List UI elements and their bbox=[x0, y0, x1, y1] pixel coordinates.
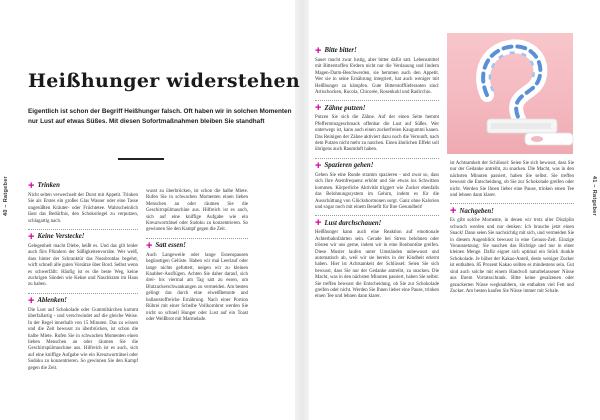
section-heading-verstecke: + Keine Verstecke! bbox=[28, 231, 85, 244]
section-heading-spazieren: + Spazieren gehen! bbox=[315, 159, 374, 172]
section-heading-zaehne: + Zähne putzen! bbox=[315, 102, 366, 115]
column-3 bbox=[315, 45, 439, 300]
section-text-verstecke: Gelegenheit macht Diebe, heißt es. Und das gilt leider auch fürs Plündern der Süßigkeitenvorräte. Wer weiß, dass hinter der Schranktür das Nussbrotdas begehrt, wirft schnell alle guten Vorsätze über Bord. Selbst wenn es schwerfällt: Häufig ist es die beste Weg, keine zuckrigen Sünden wie Kekse und Naschkram im Haus zu haben. bbox=[28, 244, 138, 288]
plus-icon: + bbox=[315, 102, 322, 115]
page-folio-left: 40 – Ratgeber bbox=[3, 176, 9, 216]
section-text-satt: Auch Langeweile oder lange Essenspausen begünstigen Gelüste. Haben wir mal Leerlauf oder lange nichts gefuttert, neigen wir zu kleinen Knabber-Ausflügen. Achten Sie daher darauf, sich drei- bis viermal am Tag satt zu essen, um Blutzuckerschwankungen zu vermeiden. Am besten gelingt das durch eine eiweißbetonte und ballaststoffreiche Ernährung. Nach einer Portion Rührei mit einer Scheibe Vollkornbrot werden Sie nicht so schnell Hunger oder Lust auf ein Toast oder Weißbrot mit Marmelade. bbox=[146, 252, 248, 322]
dotted-divider bbox=[315, 215, 439, 216]
column-4 bbox=[450, 161, 574, 295]
section-text-bitter: Sauer macht zwar lustig, aber bitter dafür satt. Lebensmittel mit Bitterstoffen fördern nicht nur die Verdauung und lindern Magen-Darm-Beschwerden, sie hemmen auch den Appetit. Wer sie in seine Ernährung integriert, hat auch weniger mit Heißhunger zu kämpfen. Gute Bitterstofflieferanten sind: Artischocken, Rucola, Chicorée, Rosenkohl und Radicchio. bbox=[315, 58, 439, 96]
column-1 bbox=[28, 180, 138, 371]
dotted-divider bbox=[450, 203, 574, 204]
section-text-spazieren: Gehen Sie eine Runde stramm spazieren - und zwar so, dass sich Ihre Atemfrequenz erhöht und Sie etwas ins Schwitzen kommen. Körperliche Aktivität triggert wie Zucker ebenfalls das Belohnungssystem im Gehirn, indem es für die Ausschüttung von Glückshormonen sorgt. Ganz ohne Kalorien und sogar noch mit einem Benefit für Ihre Gesundheit! bbox=[315, 172, 439, 210]
section-text-nachgeben: Es gibt solche Momente, in denen wir trotz aller Disziplin schwach werden und nur denken: Ich brauche jetzt einen Snack! Dann seien Sie nachsichtig mit sich, und vermeiden Sie in diesem Augenblick bewusst in eine Genuss-Zeit. Einzige Voraussetzung: Sie naschen das Richtige und nur in einer kleinen Menge. Dafür eignet sich optimal ein Stück dunkle Schokolade. Je höher der Kakao-Anteil, desto weniger Zucker ist enthalten. 85 Prozent Kakao sollten es mindestens sein. Gut sind auch solche mit einem Handvoll naturbelassener Nüsse aus Ihrem Vorratsschrank. Bitte keine gesalzenen oder gezuckerten Nüsse wegknabbern, sie enthalten viel Fett und Zucker. Am besten kaufen Sie Nüsse immer mit Schale. bbox=[450, 218, 574, 294]
section-heading-lust: + Lust durchschauen! bbox=[315, 217, 382, 230]
section-text-zaehne: Putzen Sie sich die Zähne. Auf der einen Seite hemmt Pfefferminzgeschmack offenbar die Lust auf Süßes. Wer unterwegs ist, kann auch einen zuckerfreien Kaugummi kauen. Das Reinigen der Zähne aktiviert dazu noch die Vernunft, nach dem Putzen nicht mehr zu naschen. Einen ähnlichen Effekt soll übrigens auch Raumduft haben. bbox=[315, 115, 439, 153]
plus-icon: + bbox=[315, 217, 322, 230]
dotted-divider bbox=[28, 229, 138, 230]
page-gutter bbox=[295, 0, 309, 420]
section-heading-ablenken: + Ablenken! bbox=[28, 294, 67, 307]
page-folio-right: 41 – Ratgeber bbox=[591, 176, 597, 216]
section-text-lust: Heißhunger kann auch eine Reaktion auf emotionale Achterbahnfahrten sein. Gerade bei Stress belohnen oder trösten wir uns gerne, indem wir in eine Bonbontüte greifen. Diese Muster laufen unter Umständen unbewusst und automatisch ab, weil wir sie bereits in der Kindheit erlernt haben. Hier ist Achtsamkeit der Schlüssel: Seien Sie sich bewusst, dass Sie nur der Gedanke antreibt, zu snacken. Die Macht, was in den nächsten Minuten passiert, haben Sie selbst. Sie treffen bewusst die Entscheidung, ob Sie zur Schokolade greifen oder nicht. Werden Sie Ihnen lieber eine Pause, trinken einen Tee und lehnen dann klarer. bbox=[315, 230, 439, 300]
section-text-ablenken: Die Lust auf Schokolade oder Gummibärchen kommt überfallartig - und verschwindet auf die gleiche Weise. In der Regel innerhalb von 15 Minuten. Das zu wissen und die Zeit bewusst zu überbrücken, ist schon die halbe Miete. Rufen Sie in schwachen Momenten einen lieben Menschen an oder räumen Sie die Geschirrspülmaschine aus. Hilfreich ist es auch, sich auf eine kniffige Aufgabe wie ein Kreuzworträtsel oder Sudoku zu konzentrieren. So gewinnen Sie den Kampf gegen die Zeit. bbox=[28, 307, 138, 371]
column-2 bbox=[146, 189, 248, 323]
section-heading-nachgeben: + Nachgeben! bbox=[450, 205, 494, 218]
toothbrush-with-toothpaste-icon bbox=[447, 33, 573, 154]
section-heading-trinken: + Trinken bbox=[28, 180, 60, 192]
dotted-divider bbox=[146, 238, 248, 239]
title-divider bbox=[118, 158, 164, 160]
section-heading-satt: + Satt essen! bbox=[146, 239, 186, 252]
plus-icon: + bbox=[28, 180, 35, 192]
section-text-lust-continued: ist Achtsamkeit der Schlüssel: Seien Sie sich bewusst, dass Sie nur der Gedanke antreibt, zu snacken. Die Macht, was in den nächsten Minuten passiert, haben Sie selbst. Sie treffen bewusst die Entscheidung, ob Sie zur Schokolade greifen oder nicht. Werden Sie Ihnen lieber eine Pause, trinken einen Tee und lehnen dann klarer. bbox=[450, 161, 574, 199]
plus-icon: + bbox=[146, 239, 153, 252]
section-text-trinken: Nicht selten verwechselt der Durst mit Appetit. Trinken Sie als Erstes ein großes Glas Wasser oder eine Tasse ungesüßten Kräuter- oder Früchtetee. Wahrscheinlich lässt das Bedürfnis, den Schokoriegel zu verputzen, schlagartig nach. bbox=[28, 193, 138, 224]
plus-icon: + bbox=[28, 231, 35, 244]
plus-icon: + bbox=[28, 294, 35, 307]
dotted-divider bbox=[315, 158, 439, 159]
toothbrush-photo bbox=[447, 33, 573, 154]
section-text-ablenken-continued: wusst zu überbrücken, ist schon die halbe Miete. Rufen Sie in schwachen Momenten einen lieben Menschen an oder räumen Sie die Geschirrspülmaschine aus. Hilfreich ist es auch, sich auf eine kniffige Aufgabe wie ein Kreuzworträtsel oder Sudoku zu konzentrieren. So gewinnen Sie den Kampf gegen die Zeit. bbox=[146, 189, 248, 233]
article-title: Heißhunger widerstehen bbox=[28, 70, 300, 92]
plus-icon: + bbox=[315, 45, 322, 57]
article-lead: Eigentlich ist schon der Begriff Heißhunger falsch. Oft haben wir in solchen Momenten nur Lust auf etwas Süßes. Mit diesen Sofortmaßnahmen bleiben Sie standhaft bbox=[28, 108, 292, 125]
dotted-divider bbox=[28, 293, 138, 294]
section-heading-bitter: + Bitte bitter! bbox=[315, 45, 357, 57]
plus-icon: + bbox=[315, 159, 322, 172]
plus-icon: + bbox=[450, 205, 457, 218]
dotted-divider bbox=[315, 100, 439, 101]
